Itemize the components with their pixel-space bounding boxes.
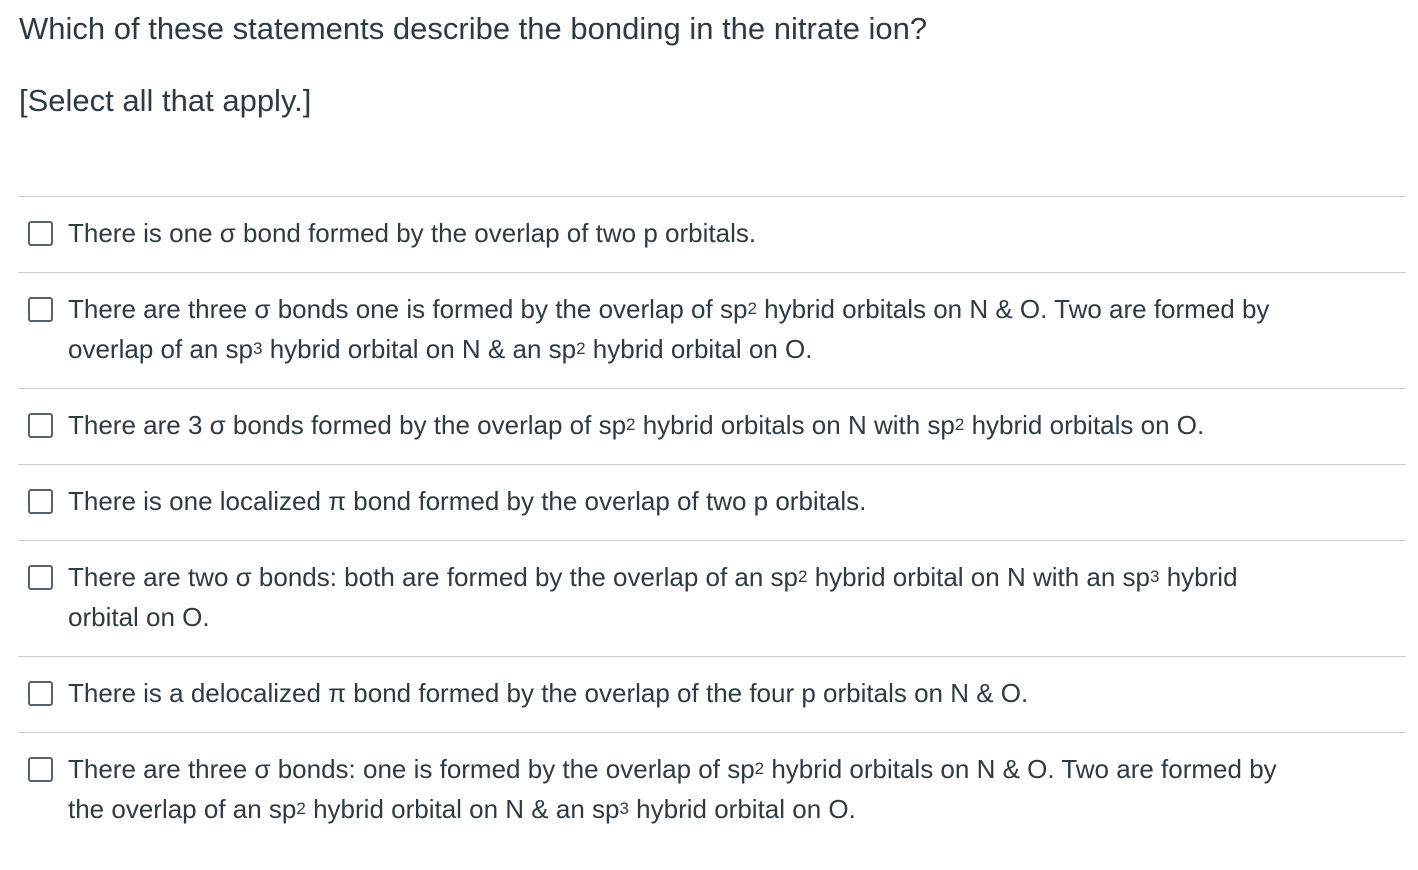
answer-label bbox=[68, 557, 1386, 637]
answer-option-2[interactable] bbox=[18, 272, 1406, 388]
answer-checkbox[interactable] bbox=[28, 565, 53, 590]
answer-text-line: overlap of an $sp^3$ hybrid orbital on N & an $sp^2$ hybrid orbital on O. bbox=[68, 334, 813, 364]
answer-checkbox[interactable] bbox=[28, 681, 53, 706]
answer-option-4[interactable] bbox=[18, 464, 1406, 540]
answer-text-line: orbital on O. bbox=[68, 602, 210, 632]
answer-option-6[interactable] bbox=[18, 656, 1406, 732]
question-prompt: Which of these statements describe the bonding in the nitrate ion? bbox=[19, 11, 928, 46]
answer-option-1[interactable] bbox=[18, 196, 1406, 272]
answer-checkbox[interactable] bbox=[28, 413, 53, 438]
answer-label bbox=[68, 213, 1386, 253]
question-instruction: [Select all that apply.] bbox=[19, 83, 312, 118]
answer-text-line: the overlap of an $sp^2$ hybrid orbital on N & an $sp^3$ hybrid orbital on O. bbox=[68, 794, 856, 824]
answer-text-line: There are three σ bonds one is formed by the overlap of $sp^2$ hybrid orbitals on N & O. Two are formed by bbox=[68, 294, 1270, 324]
answer-label bbox=[68, 481, 1386, 521]
answer-checkbox[interactable] bbox=[28, 489, 53, 514]
answer-label bbox=[68, 289, 1386, 369]
answer-text-line: There are two σ bonds: both are formed by the overlap of an $sp^2$ hybrid orbital on N with an $sp^3$ hybrid bbox=[68, 562, 1238, 592]
answer-list bbox=[18, 196, 1406, 848]
answer-text-line: There is one σ bond formed by the overlap of two p orbitals. bbox=[68, 218, 757, 248]
answer-checkbox[interactable] bbox=[28, 757, 53, 782]
answer-checkbox[interactable] bbox=[28, 297, 53, 322]
answer-text-line: There is a delocalized π bond formed by the overlap of the four p orbitals on N & O. bbox=[68, 678, 1029, 708]
answer-label bbox=[68, 749, 1386, 829]
answer-text-line: There are three σ bonds: one is formed by the overlap of $sp^2$ hybrid orbitals on N & O. Two are formed by bbox=[68, 754, 1277, 784]
answer-option-5[interactable] bbox=[18, 540, 1406, 656]
answer-label bbox=[68, 405, 1386, 445]
answer-text-line: There is one localized π bond formed by the overlap of two p orbitals. bbox=[68, 486, 867, 516]
answer-checkbox[interactable] bbox=[28, 221, 53, 246]
answer-option-7[interactable] bbox=[18, 732, 1406, 848]
answer-option-3[interactable] bbox=[18, 388, 1406, 464]
answer-label bbox=[68, 673, 1386, 713]
answer-text-line: There are 3 σ bonds formed by the overlap of $sp^2$ hybrid orbitals on N with $sp^2$ hybrid orbitals on O. bbox=[68, 410, 1205, 440]
